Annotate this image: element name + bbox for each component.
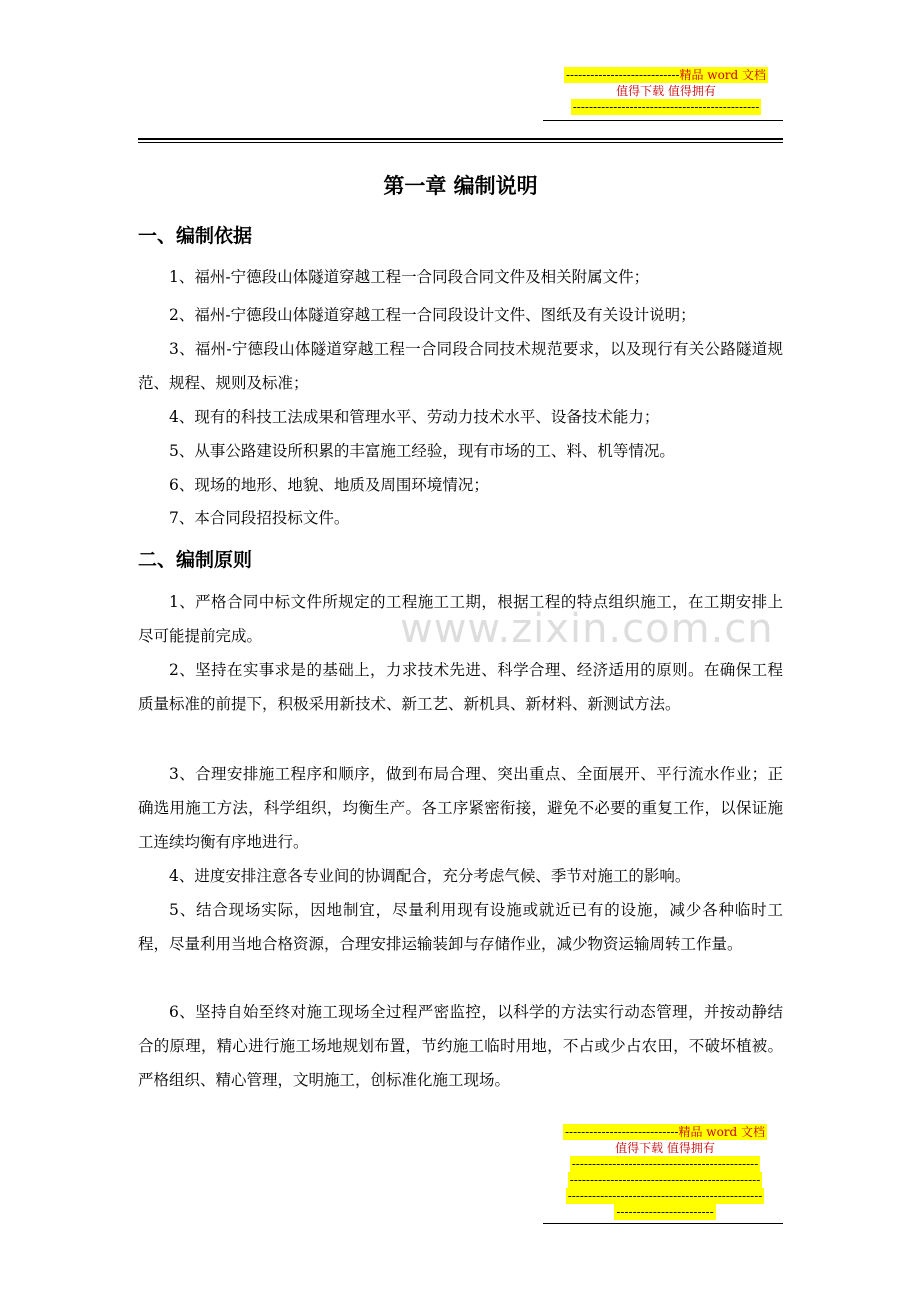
stamp-bottom-line2: 值得下载 值得拥有 bbox=[615, 1141, 715, 1155]
footer-stamp bbox=[547, 1124, 783, 1220]
basis-item-4: 4、现有的科技工法成果和管理水平、劳动力技术水平、设备技术能力； bbox=[169, 408, 660, 426]
chapter-title: 第一章 编制说明 bbox=[383, 174, 538, 198]
principle-item-3: 3、合理安排施工程序和顺序，做到布局合理、突出重点、全面展开、平行流水作业；正确选用施工方法，科学组织，均衡生产。各工序紧密衔接，避免不必要的重复工作，以保证施工连续均衡有序地进行。 bbox=[138, 765, 783, 851]
stamp-bottom-line5: ------------------------------------------------ bbox=[567, 1189, 763, 1203]
stamp-bottom-line1: ----------------------------精品 word 文档 bbox=[564, 1125, 766, 1139]
principle-item-5: 5、结合现场实际，因地制宜，尽量利用现有设施或就近已有的设施，减少各种临时工程，尽量利用当地合格资源，合理安排运输装卸与存储作业，减少物资运输周转工作量。 bbox=[138, 901, 783, 953]
stamp-bottom-line6: ------------------------ bbox=[616, 1205, 714, 1219]
stamp-bottom-rule bbox=[543, 1223, 783, 1224]
basis-item-2: 2、福州-宁德段山体隧道穿越工程一合同段设计文件、图纸及有关设计说明； bbox=[169, 306, 696, 324]
stamp-top-line2: 值得下载 值得拥有 bbox=[616, 84, 716, 98]
principle-item-4: 4、进度安排注意各专业间的协调配合，充分考虑气候、季节对施工的影响。 bbox=[169, 867, 691, 885]
header-rule-thick bbox=[138, 138, 783, 140]
section-heading-principles: 二、编制原则 bbox=[138, 549, 253, 571]
principle-item-2: 2、坚持在实事求是的基础上，力求技术先进、科学合理、经济适用的原则。在确保工程质量标准的前提下，积极采用新技术、新工艺、新机具、新材料、新测试方法。 bbox=[138, 661, 783, 713]
basis-item-5: 5、从事公路建设所积累的丰富施工经验，现有市场的工、料、机等情况。 bbox=[169, 442, 675, 460]
section-heading-basis: 一、编制依据 bbox=[138, 225, 253, 247]
header-stamp bbox=[550, 67, 782, 115]
header-rule-thin bbox=[138, 142, 783, 143]
stamp-bottom-line3: ---------------------------------------------- bbox=[571, 1157, 759, 1171]
stamp-top-line3: ---------------------------------------------- bbox=[572, 100, 760, 114]
stamp-top-rule bbox=[543, 120, 783, 121]
basis-item-1: 1、福州-宁德段山体隧道穿越工程一合同段合同文件及相关附属文件； bbox=[169, 268, 650, 286]
stamp-bottom-line4: ----------------------------------------------- bbox=[569, 1173, 761, 1187]
principle-item-6: 6、坚持自始至终对施工现场全过程严密监控，以科学的方法实行动态管理，并按动静结合的原理，精心进行施工场地规划布置，节约施工临时用地，不占或少占农田，不破坏植被。严格组织、精心管理，文明施工，创标准化施工现场。 bbox=[138, 1003, 783, 1089]
principle-item-1: 1、严格合同中标文件所规定的工程施工工期，根据工程的特点组织施工，在工期安排上尽可能提前完成。 bbox=[138, 593, 783, 645]
basis-item-7: 7、本合同段招投标文件。 bbox=[169, 509, 350, 527]
basis-item-6: 6、现场的地形、地貌、地质及周围环境情况； bbox=[169, 476, 489, 494]
watermark: www.zixin.com.cn bbox=[400, 606, 774, 652]
basis-item-3: 3、福州-宁德段山体隧道穿越工程一合同段合同技术规范要求，以及现行有关公路隧道规范、规程、规则及标准； bbox=[138, 340, 783, 392]
stamp-top-line1: ----------------------------精品 word 文档 bbox=[565, 68, 767, 82]
